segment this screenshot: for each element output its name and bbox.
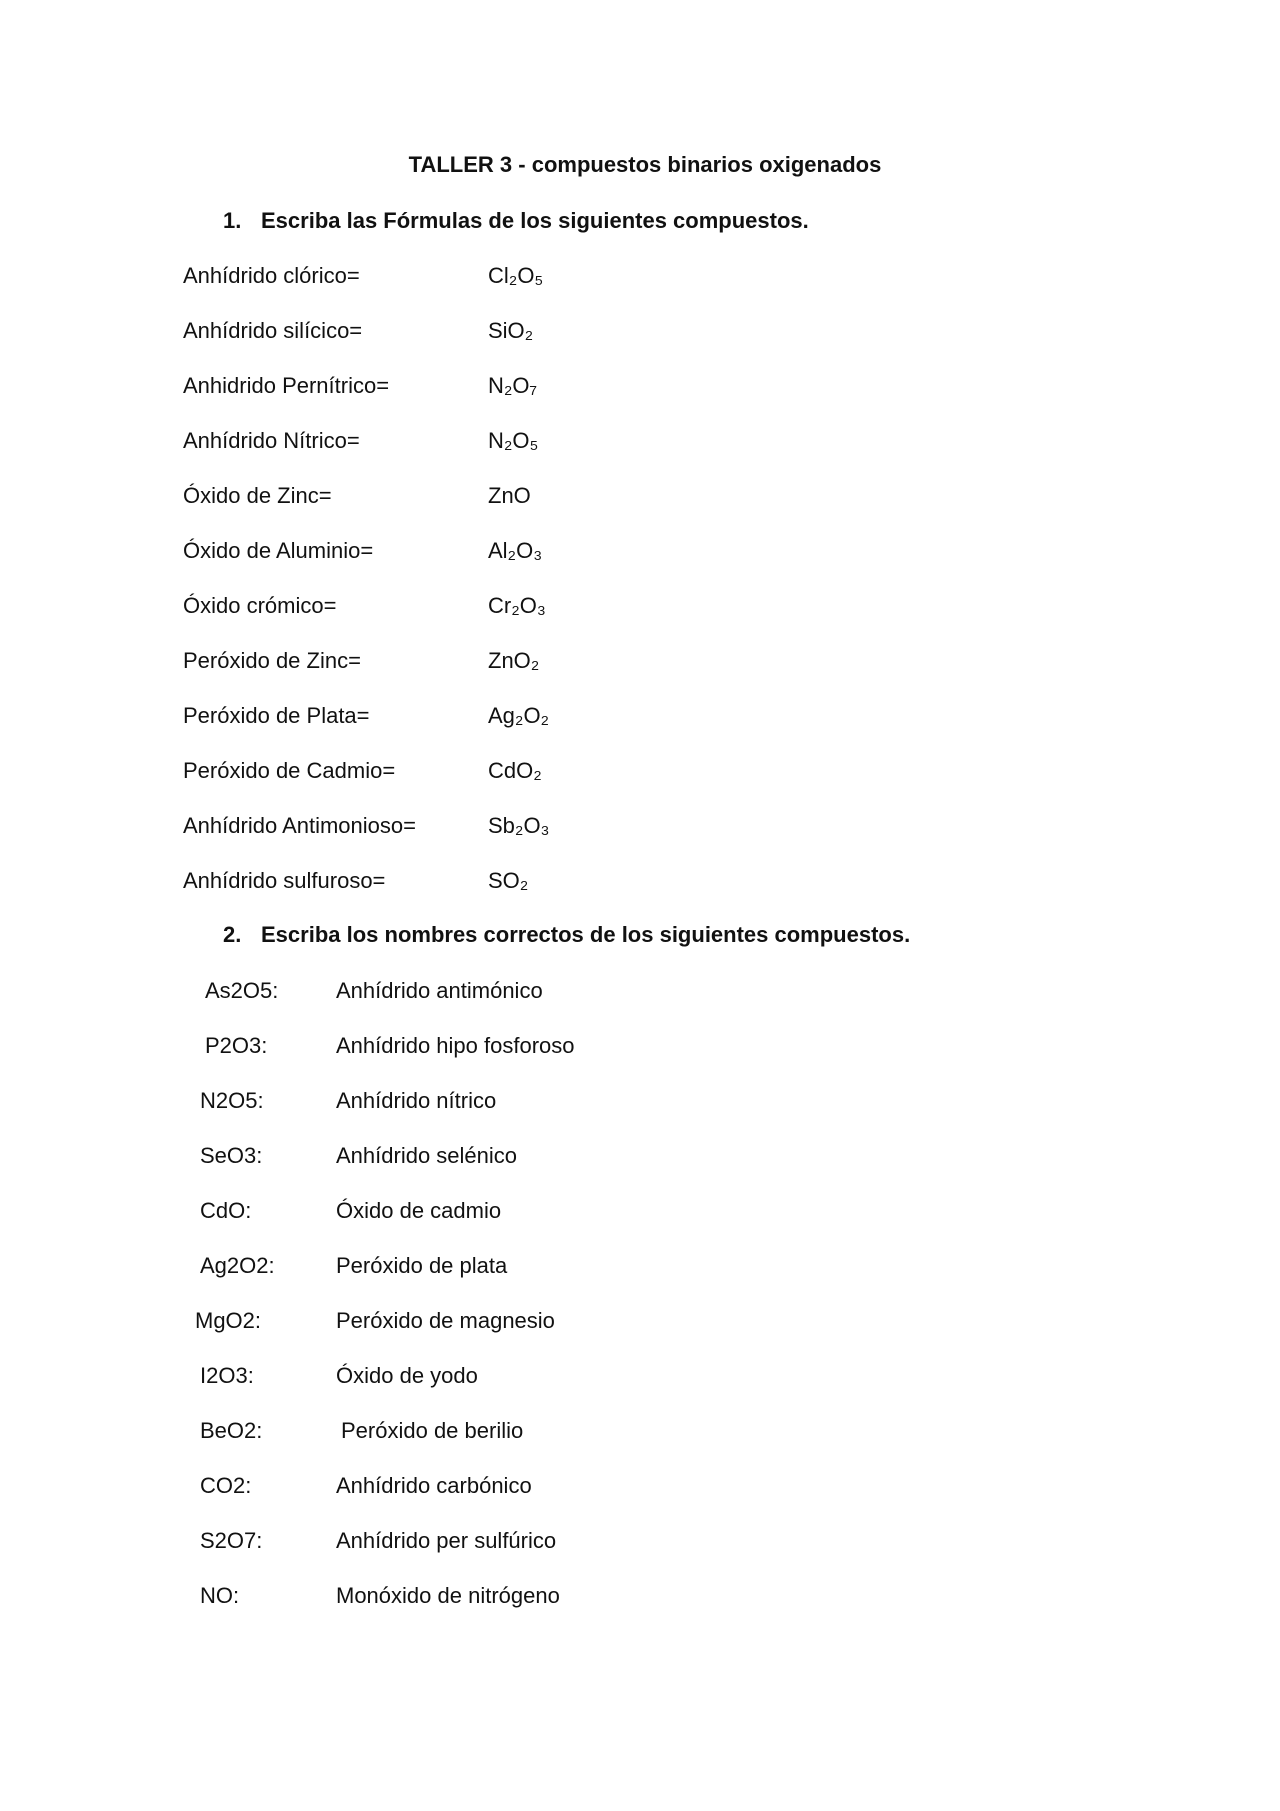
page-title: TALLER 3 - compuestos binarios oxigenados (408, 152, 882, 177)
question-2-heading (223, 922, 910, 948)
list-item (195, 1363, 995, 1418)
question-1-number: 1. (223, 208, 242, 233)
compound-formula: As2O5: (205, 978, 279, 1003)
list-item (183, 428, 983, 483)
compound-name: Anhídrido carbónico (336, 1473, 532, 1498)
compound-name: Óxido crómico= (183, 593, 337, 618)
list-item (183, 593, 983, 648)
compound-formula: N2O5: (200, 1088, 264, 1113)
compound-formula: SO₂ (488, 868, 529, 893)
compound-name: Peróxido de Plata= (183, 703, 370, 728)
list-item (195, 1033, 995, 1088)
compound-name: Peróxido de Cadmio= (183, 758, 396, 783)
compound-name: Anhídrido antimónico (336, 978, 543, 1003)
question-1-heading (223, 208, 809, 234)
list-item (183, 648, 983, 703)
compound-formula: BeO2: (200, 1418, 263, 1443)
compound-name: Peróxido de berilio (341, 1418, 524, 1443)
compound-name: Óxido de Aluminio= (183, 538, 374, 563)
compound-formula: Cr₂O₃ (488, 593, 546, 618)
compound-formula: ZnO₂ (488, 648, 540, 673)
list-item (195, 1143, 995, 1198)
list-item (183, 758, 983, 813)
compound-name: Anhidrido Pernítrico= (183, 373, 390, 398)
compound-name: Óxido de yodo (336, 1363, 478, 1388)
compound-name: Anhídrido Nítrico= (183, 428, 360, 453)
list-item (183, 373, 983, 428)
compound-name: Monóxido de nitrógeno (336, 1583, 560, 1608)
list-item (195, 1308, 995, 1363)
compound-formula: CdO₂ (488, 758, 542, 783)
compound-name: Anhídrido per sulfúrico (336, 1528, 557, 1553)
question-1-text: Escriba las Fórmulas de los siguientes compuestos. (261, 208, 809, 233)
list-item (183, 703, 983, 758)
compound-name: Anhídrido selénico (336, 1143, 518, 1168)
compound-formula: Ag₂O₂ (488, 703, 550, 728)
compound-formula: CdO: (200, 1198, 252, 1223)
list-item (183, 868, 983, 923)
compound-formula: S2O7: (200, 1528, 263, 1553)
compound-formula: Ag2O2: (200, 1253, 275, 1278)
list-item (195, 1583, 995, 1638)
compound-name: Anhídrido silícico= (183, 318, 363, 343)
compound-name: Peróxido de Zinc= (183, 648, 361, 673)
question-1-list (183, 263, 983, 923)
compound-formula: N₂O₇ (488, 373, 538, 398)
compound-formula: Cl₂O₅ (488, 263, 544, 288)
question-2-text: Escriba los nombres correctos de los siguientes compuestos. (261, 922, 911, 947)
compound-name: Anhídrido sulfuroso= (183, 868, 386, 893)
list-item (183, 318, 983, 373)
list-item (183, 263, 983, 318)
compound-name: Anhídrido nítrico (336, 1088, 497, 1113)
compound-name: Óxido de cadmio (336, 1198, 502, 1223)
list-item (183, 483, 983, 538)
compound-formula: P2O3: (205, 1033, 268, 1058)
compound-name: Anhídrido clórico= (183, 263, 360, 288)
list-item (195, 978, 995, 1033)
compound-formula: SeO3: (200, 1143, 263, 1168)
list-item (195, 1088, 995, 1143)
list-item (195, 1473, 995, 1528)
compound-name: Óxido de Zinc= (183, 483, 332, 508)
question-2-list (195, 978, 995, 1638)
list-item (195, 1253, 995, 1308)
list-item (195, 1528, 995, 1583)
compound-formula: ZnO (488, 483, 531, 508)
compound-formula: Al₂O₃ (488, 538, 543, 563)
compound-formula: CO2: (200, 1473, 252, 1498)
list-item (183, 813, 983, 868)
compound-formula: N₂O₅ (488, 428, 539, 453)
compound-name: Peróxido de plata (336, 1253, 508, 1278)
question-2-number: 2. (223, 922, 242, 947)
list-item (195, 1418, 995, 1473)
compound-formula: Sb₂O₃ (488, 813, 550, 838)
compound-name: Peróxido de magnesio (336, 1308, 555, 1333)
compound-name: Anhídrido hipo fosforoso (336, 1033, 575, 1058)
list-item (195, 1198, 995, 1253)
compound-formula: NO: (200, 1583, 240, 1608)
compound-formula: SiO₂ (488, 318, 534, 343)
compound-name: Anhídrido Antimonioso= (183, 813, 416, 838)
list-item (183, 538, 983, 593)
compound-formula: I2O3: (200, 1363, 254, 1388)
compound-formula: MgO2: (195, 1308, 262, 1333)
